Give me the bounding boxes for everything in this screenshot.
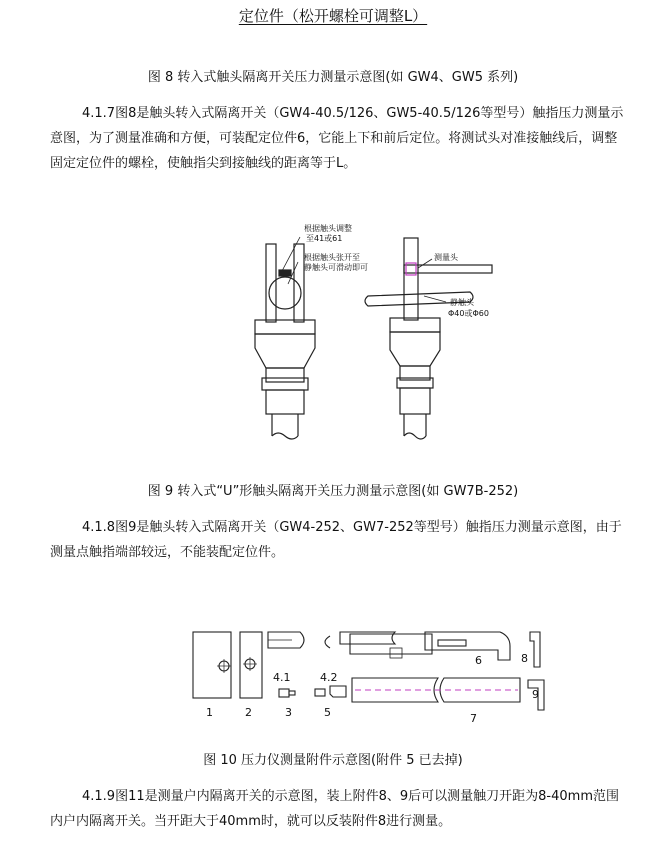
part-label-4-2: 4.2 bbox=[320, 671, 338, 684]
part-7-rod bbox=[352, 678, 520, 702]
part-2-plate bbox=[240, 632, 262, 698]
paragraph-4-1-7: 4.1.7图8是触头转入式隔离开关（GW4-40.5/126、GW5-40.5/126等型号）触指压力测量示意图，为了测量准确和方便，可装配定位件6，它能上下和前后定位。将测试头对准接触线后，调整固定定位件的螺栓，使触指尖到接触线的距离等于L。 bbox=[50, 106, 624, 171]
part-3-clip bbox=[268, 632, 304, 648]
part-label-3: 3 bbox=[285, 706, 292, 719]
part-label-9: 9 bbox=[532, 688, 539, 701]
figure-8-caption: 图 8 转入式触头隔离开关压力测量示意图(如 GW4、GW5 系列) bbox=[147, 70, 519, 85]
label-probe: 测量头 bbox=[434, 253, 458, 262]
part-6-locator bbox=[325, 632, 510, 660]
part-1-plate bbox=[193, 632, 231, 698]
part-5-bracket bbox=[330, 686, 346, 697]
part-4-1-screw bbox=[279, 689, 295, 697]
figure-9-caption: 图 9 转入式“U”形触头隔离开关压力测量示意图(如 GW7B-252) bbox=[147, 484, 519, 499]
label-adjust-line2: 至41或61 bbox=[306, 234, 343, 243]
part-8-angle bbox=[530, 632, 540, 667]
label-static-contact-size: Φ40或Φ60 bbox=[448, 309, 489, 318]
paragraph-4-1-8: 4.1.8图9是触头转入式隔离开关（GW4-252、GW7-252等型号）触指压力测量示意图，由于测量点触指端部较远，不能装配定位件。 bbox=[50, 520, 622, 560]
label-open-line1: 根据触头张开至 bbox=[304, 253, 360, 262]
part-4-2-screw bbox=[315, 689, 325, 696]
part-label-1: 1 bbox=[206, 706, 213, 719]
part-label-2: 2 bbox=[245, 706, 252, 719]
part-label-6: 6 bbox=[475, 654, 482, 667]
part-label-4-1: 4.1 bbox=[273, 671, 291, 684]
figure-10-caption: 图 10 压力仪测量附件示意图(附件 5 已去掉) bbox=[203, 753, 463, 768]
part-label-5: 5 bbox=[324, 706, 331, 719]
part-label-8: 8 bbox=[521, 652, 528, 665]
part-label-7: 7 bbox=[470, 712, 477, 725]
label-open-line2: 静触头可滑动即可 bbox=[304, 263, 368, 272]
label-static-contact: 静触头 bbox=[450, 298, 474, 307]
paragraph-4-1-9: 4.1.9图11是测量户内隔离开关的示意图，装上附件8、9后可以测量触刀开距为8-40mm范围内户内隔离开关。当开距大于40mm时，就可以反装附件8进行测量。 bbox=[50, 789, 619, 829]
label-adjust-line1: 根据触头调整 bbox=[304, 224, 352, 233]
page-heading: 定位件（松开螺栓可调整L） bbox=[238, 7, 428, 25]
